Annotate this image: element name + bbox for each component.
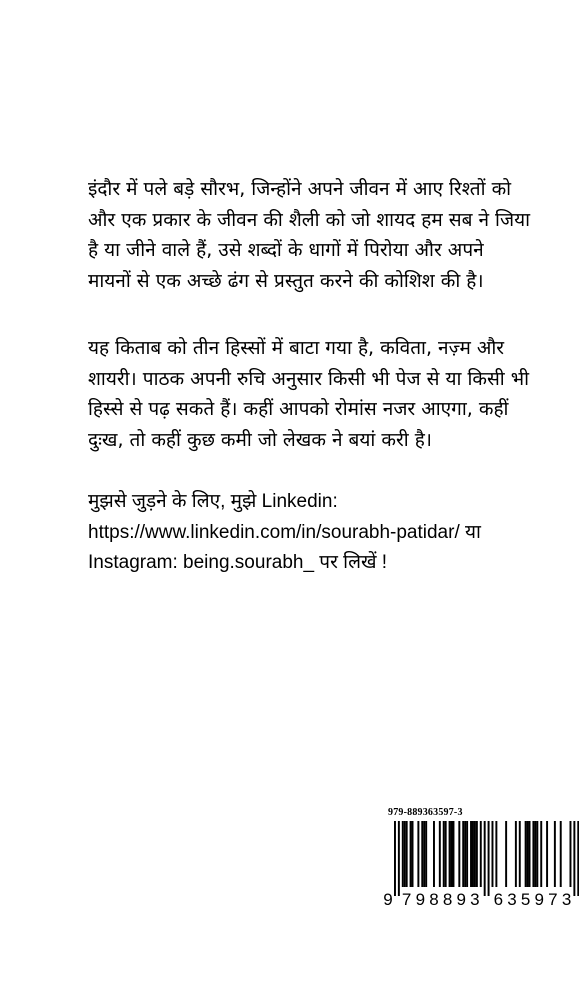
barcode-guard-bar [398,821,400,896]
text-line: और एक प्रकार के जीवन की शैली को जो शायद हम सब ने जिया [88,208,531,231]
isbn-barcode [381,807,579,907]
barcode-digit: 9 [456,890,467,907]
barcode-digit: 7 [401,890,412,907]
isbn-number: 979-889363597-3 [388,807,463,818]
barcode-bar [449,821,451,887]
barcode-bar [421,821,423,887]
barcode-bar [464,821,466,887]
linkedin-link-text: https://www.linkedin.com/in/sourabh-patidar/ या [88,521,481,543]
barcode-bar [536,821,538,887]
barcode-digit: 9 [415,890,426,907]
barcode-guard-bar [573,821,575,896]
instagram-handle-text: Instagram: being.sourabh_ पर लिखें ! [88,552,388,573]
barcode-bar [402,821,404,887]
barcode-bar [453,821,455,887]
barcode-bar [480,821,482,887]
barcode-bar [443,821,445,887]
barcode-bar [451,821,453,887]
barcode-bar [439,821,441,887]
barcode-guard-bar [484,821,486,896]
text-line: है या जीने वाले हैं, उसे शब्दों के धागों में पिरोया और अपने [88,239,484,261]
barcode-bar [570,821,572,887]
barcode-digit: 5 [520,890,531,907]
barcode-guard-bar [488,821,490,896]
text-line: यह किताब को तीन हिस्सों में बाटा गया है, कविता, नज़्म और [88,337,505,359]
barcode-bar [519,821,521,887]
barcode-bar [529,821,531,887]
barcode-bar [417,821,419,887]
barcode-digit: 3 [507,890,517,907]
barcode-bar [458,821,460,887]
barcode-bar [525,821,527,887]
barcode-bar [472,821,474,887]
barcode-bar [412,821,414,887]
barcode-bar [410,821,412,887]
barcode-digit: 6 [493,890,504,907]
barcode-bar [476,821,478,887]
barcode-bar [540,821,542,887]
barcode-bar [532,821,534,887]
barcode-digit: 9 [534,890,545,907]
barcode-digit: 8 [442,890,453,907]
text-line: हिस्से से पढ़ सकते हैं। कहीं आपको रोमांस नजर आएगा, कहीं [88,398,509,420]
barcode-bar [534,821,536,887]
barcode-digit: 3 [561,890,572,907]
barcode-bar [445,821,447,887]
barcode-guard-bar [394,821,396,896]
barcode-bar [505,821,507,887]
text-line: दुःख, तो कहीं कुछ कमी जो लेखक ने बयां करी है। [88,428,432,451]
barcode-digit: 8 [429,890,439,907]
paragraph-author-intro [88,174,579,296]
barcode-image [381,821,579,907]
barcode-digit: 7 [548,890,558,907]
barcode-bar [527,821,529,887]
text-line: शायरी। पाठक अपनी रुचि अनुसार किसी भी पेज से या किसी भी [88,367,530,390]
text-line: मुझसे जुड़ने के लिए, मुझे Linkedin: [88,491,338,512]
barcode-digit: 9 [383,890,393,907]
barcode-bar [462,821,464,887]
barcode-bar [425,821,427,887]
barcode-bar [406,821,408,887]
barcode-bar [466,821,468,887]
barcode-bar [433,821,435,887]
barcode-bar [470,821,472,887]
barcode-bar [492,821,494,887]
paragraph-contact [88,487,579,579]
barcode-bar [515,821,517,887]
barcode-bar [423,821,425,887]
text-line: मायनों से एक अच्छे ढंग से प्रस्तुत करने की कोशिश की है। [88,269,484,292]
barcode-bar [404,821,406,887]
text-line: इंदौर में पले बड़े सौरभ, जिन्होंने अपने जीवन में आए रिश्तों को [88,178,512,200]
paragraph-book-description [88,333,579,455]
barcode-bar [554,821,556,887]
barcode-bar [474,821,476,887]
barcode-digit: 3 [470,890,480,907]
barcode-bar [560,821,562,887]
barcode-bar [546,821,548,887]
barcode-bar [495,821,497,887]
